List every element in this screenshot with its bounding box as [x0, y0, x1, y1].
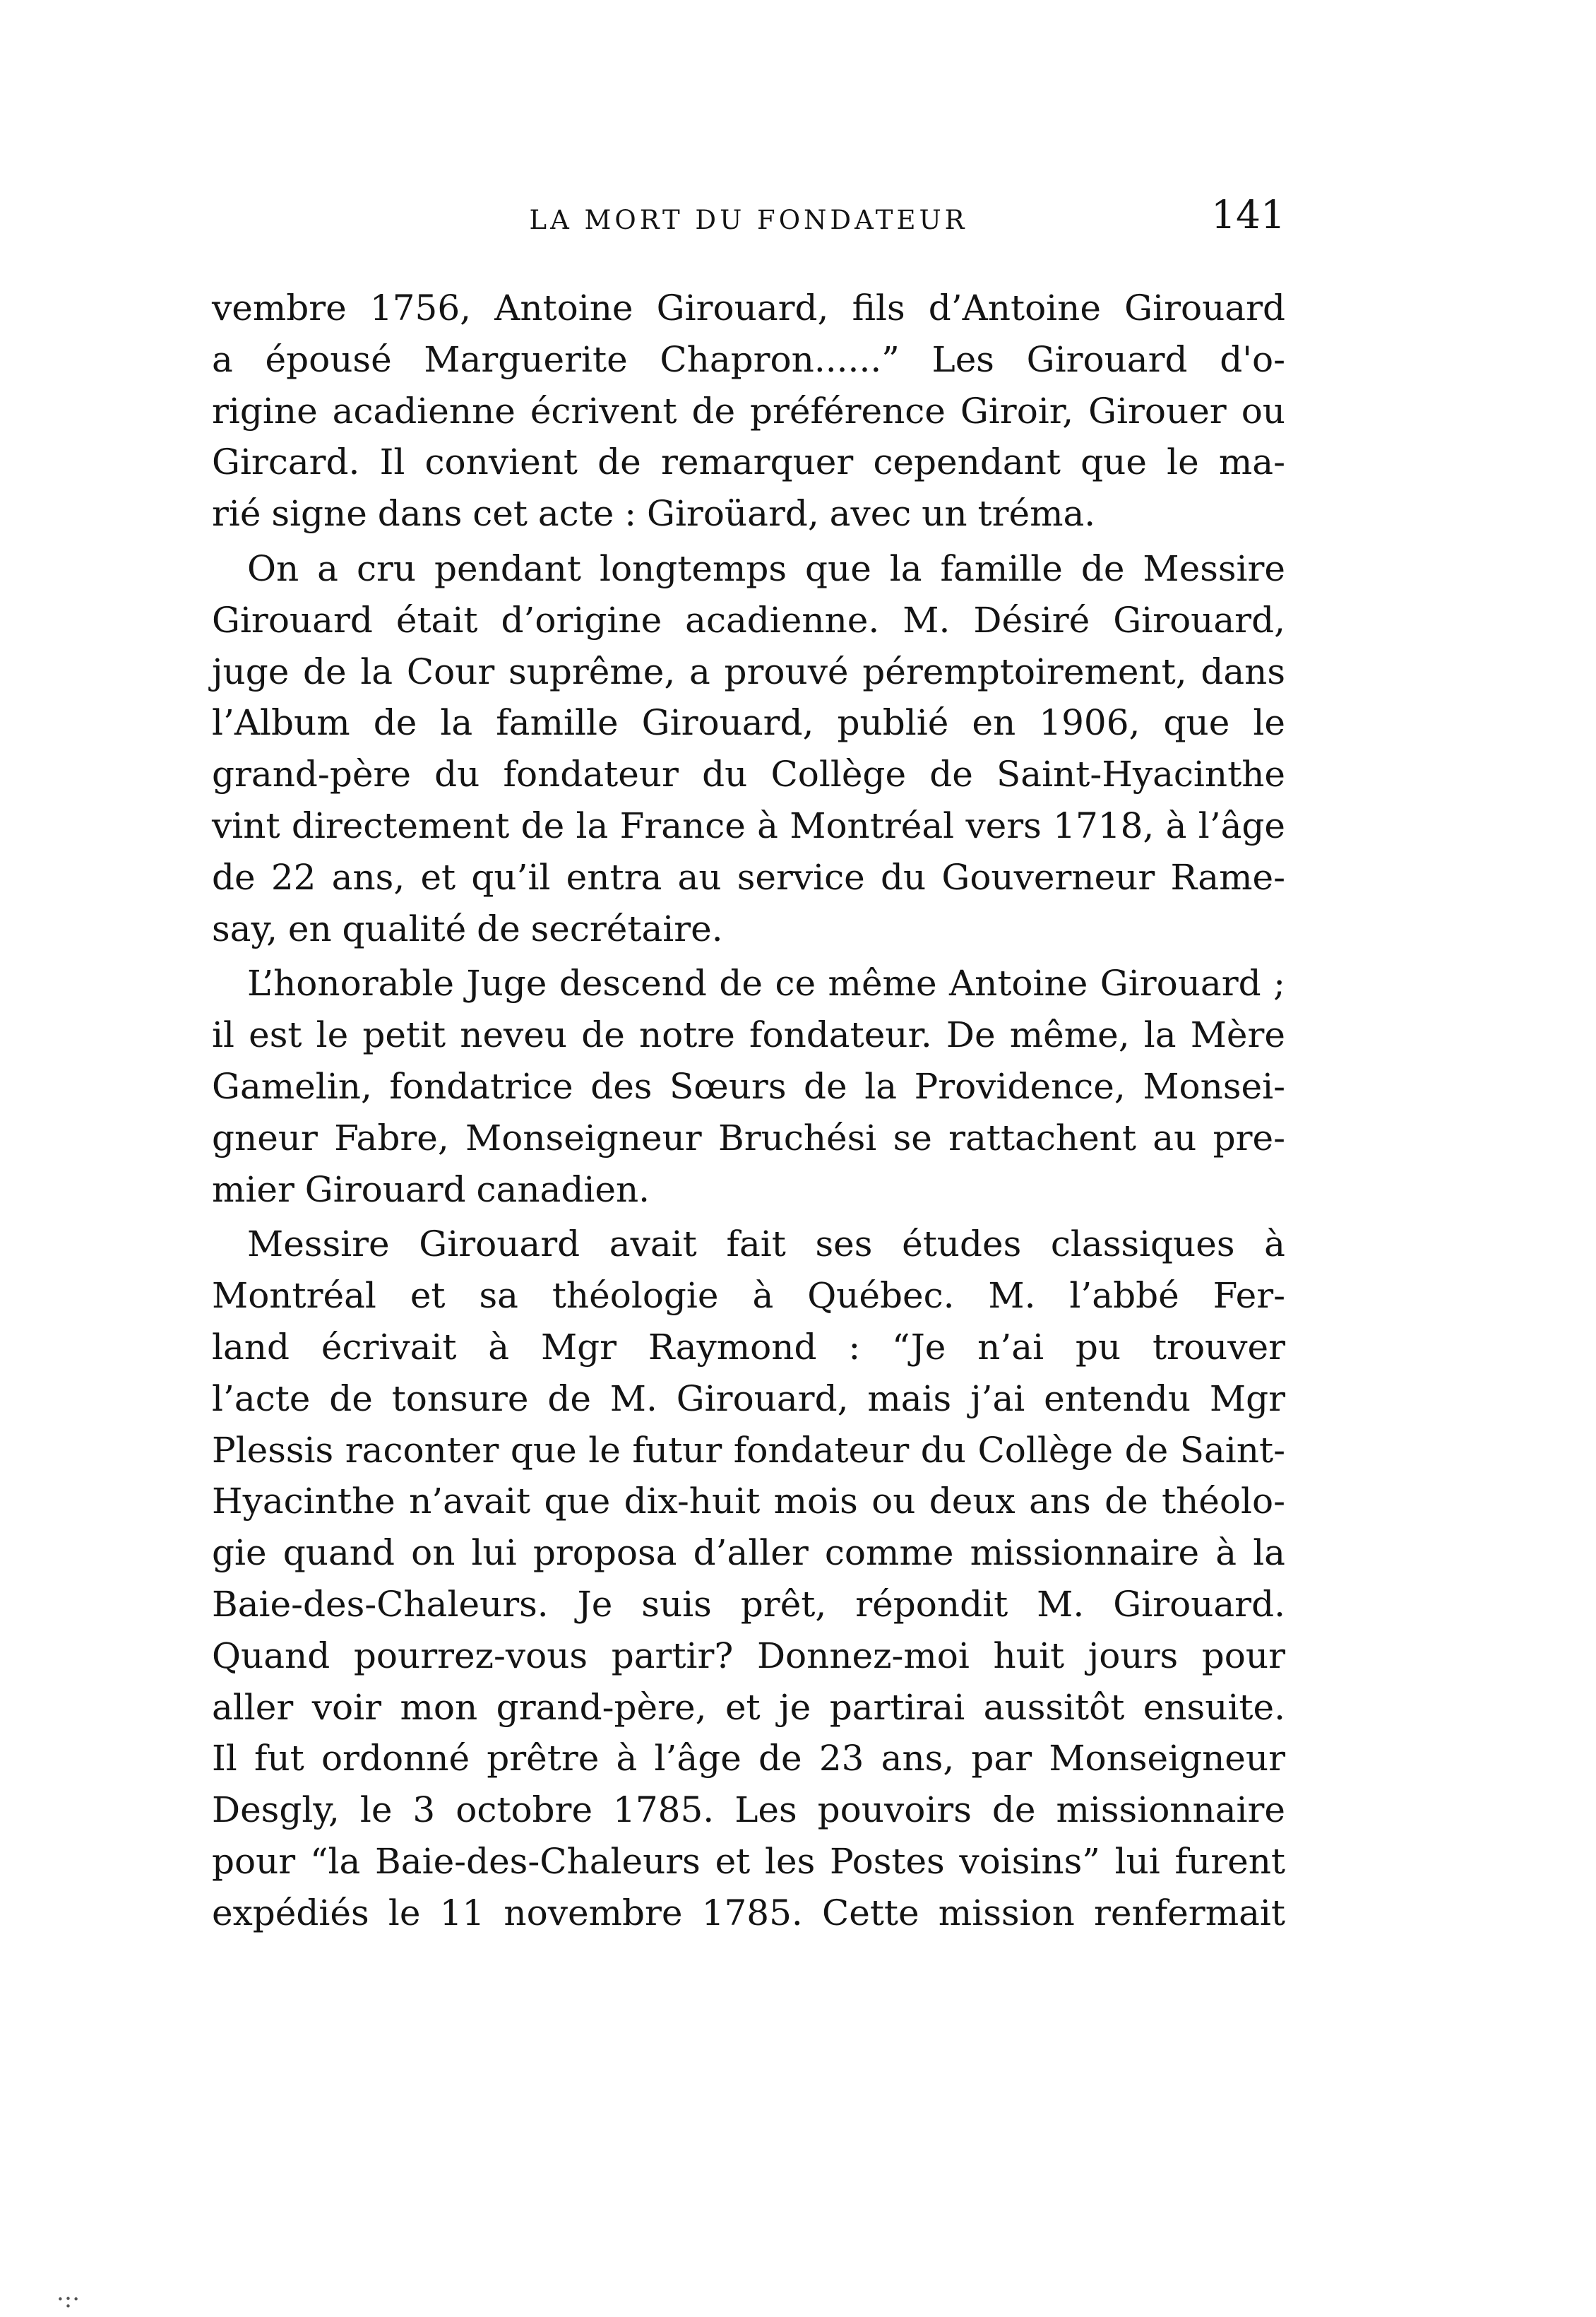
text-line: Il fut ordonné prêtre à l’âge de 23 ans, par Monseigneur — [212, 1738, 1285, 1779]
text-line: rigine acadienne écrivent de préférence Giroir, Girouer ou — [212, 390, 1285, 432]
paragraph-1 — [212, 283, 1285, 540]
text-line: Gamelin, fondatrice des Sœurs de la Providence, Monsei- — [212, 1065, 1285, 1107]
paragraph-4 — [212, 1219, 1285, 1938]
running-title: LA MORT DU FONDATEUR — [529, 205, 968, 235]
text-line: de 22 ans, et qu’il entra au service du Gouverneur Rame- — [212, 856, 1285, 898]
text-line: Messire Girouard avait fait ses études classiques à — [247, 1223, 1285, 1265]
text-line: vint directement de la France à Montréal vers 1718, à l’âge — [212, 805, 1285, 846]
text-line: rié signe dans cet acte : Giroüard, avec un tréma. — [212, 493, 1096, 535]
text-line: land écrivait à Mgr Raymond : “Je n’ai pu trouver — [212, 1326, 1285, 1368]
text-line: Montréal et sa théologie à Québec. M. l’abbé Fer- — [212, 1275, 1285, 1317]
text-line: gie quand on lui proposa d’aller comme missionnaire à la — [212, 1532, 1285, 1574]
body-text — [212, 283, 1285, 1943]
text-line: On a cru pendant longtemps que la famille de Messire — [247, 547, 1285, 589]
running-header — [212, 189, 1285, 246]
text-line: grand-père du fondateur du Collège de Saint-Hyacinthe — [212, 754, 1285, 795]
text-line: Desgly, le 3 octobre 1785. Les pouvoirs de missionnaire — [212, 1789, 1285, 1831]
text-line: a épousé Marguerite Chapron......” Les Girouard d'o- — [212, 338, 1285, 380]
text-line: Plessis raconter que le futur fondateur du Collège de Saint- — [212, 1429, 1285, 1471]
text-line: l’acte de tonsure de M. Girouard, mais j’ai entendu Mgr — [212, 1377, 1285, 1419]
text-line: l’Album de la famille Girouard, publié en 1906, que le — [212, 702, 1285, 744]
margin-mark: ·:· — [56, 2285, 81, 2313]
text-line: Girouard était d’origine acadienne. M. Désiré Girouard, — [212, 599, 1285, 641]
text-line: il est le petit neveu de notre fondateur. De même, la Mère — [212, 1014, 1285, 1056]
text-line: say, en qualité de secrétaire. — [212, 908, 723, 949]
text-line: expédiés le 11 novembre 1785. Cette mission renfermait — [212, 1892, 1285, 1933]
text-line: Hyacinthe n’avait que dix-huit mois ou deux ans de théolo- — [212, 1481, 1285, 1522]
text-line: juge de la Cour suprême, a prouvé péremptoirement, dans — [212, 651, 1285, 692]
text-line: Gircard. Il convient de remarquer cependant que le ma- — [212, 442, 1285, 483]
paragraph-2 — [212, 543, 1285, 954]
text-line: Quand pourrez-vous partir? Donnez-moi huit jours pour — [212, 1635, 1285, 1676]
text-line: pour “la Baie-des-Chaleurs et les Postes voisins” lui furent — [212, 1840, 1285, 1882]
text-line: mier Girouard canadien. — [212, 1168, 650, 1210]
text-line: L’honorable Juge descend de ce même Antoine Girouard ; — [247, 963, 1285, 1005]
text-line: aller voir mon grand-père, et je partirai aussitôt ensuite. — [212, 1686, 1285, 1728]
text-line: gneur Fabre, Monseigneur Bruchési se rattachent au pre- — [212, 1117, 1285, 1158]
page-number: 141 — [1211, 192, 1285, 237]
text-line: Baie-des-Chaleurs. Je suis prêt, répondit M. Girouard. — [212, 1583, 1285, 1625]
paragraph-3 — [212, 958, 1285, 1215]
text-line: vembre 1756, Antoine Girouard, fils d’Antoine Girouard — [212, 288, 1285, 328]
